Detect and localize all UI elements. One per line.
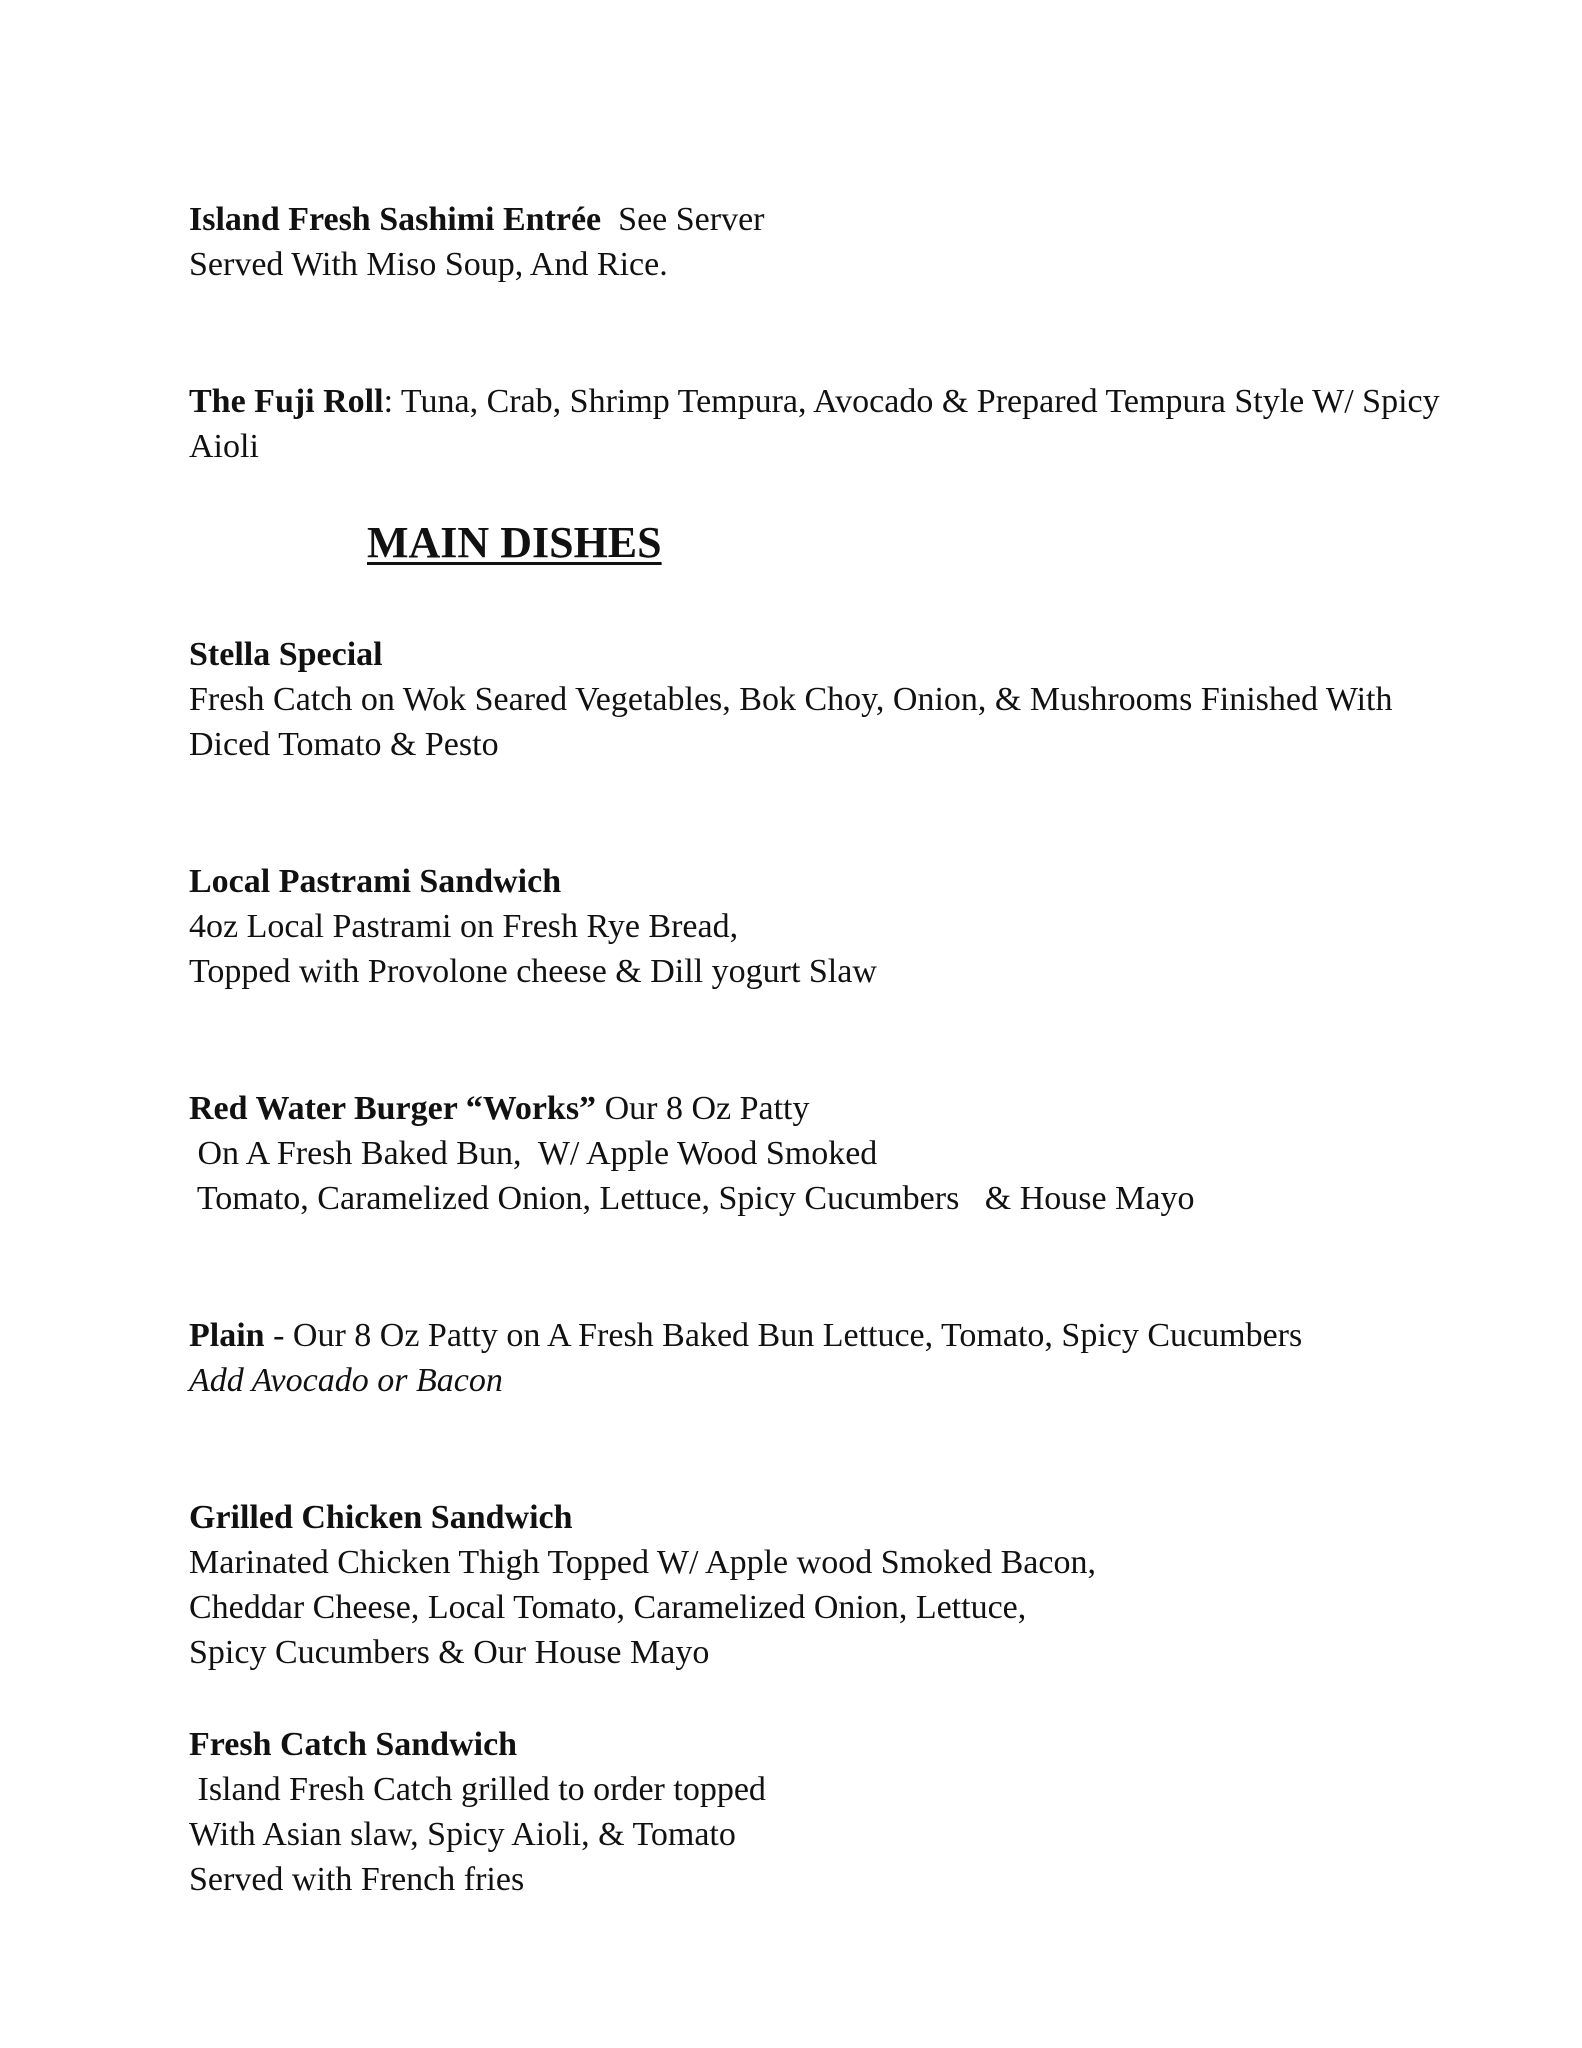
menu-item-description: Served with French fries bbox=[189, 1861, 525, 1898]
menu-item-pastrami-sandwich bbox=[189, 859, 1509, 994]
menu-item-plain-burger bbox=[189, 1313, 1509, 1403]
menu-item-name: Fresh Catch Sandwich bbox=[189, 1726, 518, 1763]
menu-item-description: Cheddar Cheese, Local Tomato, Caramelized Onion, Lettuce, bbox=[189, 1589, 1027, 1626]
menu-item-description: Marinated Chicken Thigh Topped W/ Apple wood Smoked Bacon, bbox=[189, 1544, 1096, 1581]
menu-item-name: Red Water Burger “Works” bbox=[189, 1090, 597, 1127]
menu-item-grilled-chicken-sandwich bbox=[189, 1495, 1509, 1675]
menu-item-red-water-burger bbox=[189, 1086, 1509, 1221]
menu-item-description: On A Fresh Baked Bun, W/ Apple Wood Smoked bbox=[189, 1135, 878, 1172]
menu-item-fresh-catch-sandwich bbox=[189, 1722, 1509, 1902]
menu-item-sashimi bbox=[189, 197, 1509, 287]
menu-item-description: Served With Miso Soup, And Rice. bbox=[189, 246, 668, 283]
menu-item-description: Our 8 Oz Patty bbox=[604, 1090, 810, 1127]
menu-item-description: Tomato, Caramelized Onion, Lettuce, Spicy Cucumbers & House Mayo bbox=[189, 1180, 1195, 1217]
menu-item-description: Fresh Catch on Wok Seared Vegetables, Bok Choy, Onion, & Mushrooms Finished With bbox=[189, 681, 1393, 718]
menu-item-title-line bbox=[189, 197, 1509, 242]
menu-item-price-note: See Server bbox=[618, 201, 765, 238]
menu-item-description: 4oz Local Pastrami on Fresh Rye Bread, bbox=[189, 908, 739, 945]
menu-item-description: Aioli bbox=[189, 428, 259, 465]
menu-item-name: Stella Special bbox=[189, 636, 383, 673]
menu-item-description: Spicy Cucumbers & Our House Mayo bbox=[189, 1634, 710, 1671]
menu-item-stella-special bbox=[189, 632, 1509, 767]
menu-item-fuji-roll bbox=[189, 379, 1509, 469]
menu-item-title-line bbox=[189, 1313, 1509, 1358]
menu-item-name: Island Fresh Sashimi Entrée bbox=[189, 201, 602, 238]
menu-item-description: With Asian slaw, Spicy Aioli, & Tomato bbox=[189, 1816, 736, 1853]
menu-item-title-line bbox=[189, 379, 1509, 424]
menu-item-description: Topped with Provolone cheese & Dill yogurt Slaw bbox=[189, 953, 877, 990]
menu-item-add-on-note: Add Avocado or Bacon bbox=[189, 1362, 503, 1399]
menu-item-description: : Tuna, Crab, Shrimp Tempura, Avocado & Prepared Tempura Style W/ Spicy bbox=[383, 383, 1440, 420]
menu-item-description: Diced Tomato & Pesto bbox=[189, 726, 499, 763]
menu-item-name: Local Pastrami Sandwich bbox=[189, 863, 562, 900]
menu-item-name: Grilled Chicken Sandwich bbox=[189, 1499, 573, 1536]
menu-item-name: The Fuji Roll bbox=[189, 383, 384, 420]
menu-item-description: - Our 8 Oz Patty on A Fresh Baked Bun Lettuce, Tomato, Spicy Cucumbers bbox=[264, 1317, 1303, 1354]
section-heading-main-dishes: MAIN DISHES bbox=[367, 518, 662, 567]
menu-item-description: Island Fresh Catch grilled to order topped bbox=[189, 1771, 766, 1808]
menu-item-title-line bbox=[189, 1086, 1509, 1131]
menu-item-name: Plain bbox=[189, 1317, 265, 1354]
